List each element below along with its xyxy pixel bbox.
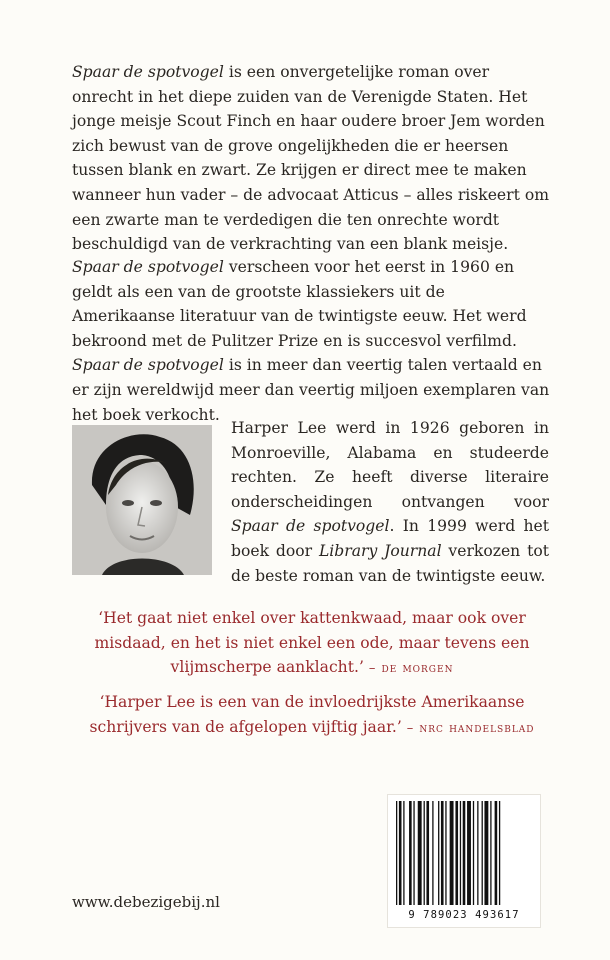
blurb-paragraph-2 — [72, 255, 552, 427]
author-photo — [72, 425, 212, 575]
barcode-bar — [499, 801, 500, 905]
barcode-bar — [438, 801, 439, 905]
review-quote — [72, 606, 552, 682]
barcode-bar — [424, 801, 425, 905]
blurb-text: is in meer dan veertig talen vertaald en er zijn wereldwijd meer dan veertig miljoen exemplaren van het boek verkocht. — [72, 356, 550, 424]
barcode-bar — [495, 801, 498, 905]
blurb-paragraph-1 — [72, 60, 552, 257]
book-title: Spaar de spotvogel — [231, 517, 390, 536]
blurb-text: verscheen voor het eerst in 1960 en geldt als een van de grootste klassiekers uit de Amerikaanse literatuur van de twintigste eeuw. Het werd bekroond met de Pulitzer Prize en is succesvol verfilmd. — [72, 258, 527, 350]
barcode-bar — [409, 801, 412, 905]
barcode-bar — [441, 801, 444, 905]
barcode-bar — [463, 801, 466, 905]
book-title: Spaar de spotvogel — [72, 63, 224, 81]
blurb-text: is een onvergetelijke roman over onrecht in het diepe zuiden van de Verenigde Staten. Het jonge meisje Scout Finch en haar oudere broer Jem worden zich bewust van de grove ongelijkheden die er heersen tussen blank en zwart. Ze krijgen er direct mee te maken wanneer hun vader – de advocaat Atticus – alles riskeert om een zwarte man te verdedigen die ten onrechte wordt beschuldigd van de verkrachting van een blank meisje. — [72, 63, 550, 254]
barcode-bar — [399, 801, 402, 905]
barcode-bar — [460, 801, 461, 905]
barcode-bar — [484, 801, 488, 905]
barcode-bar — [413, 801, 414, 905]
book-title: Spaar de spotvogel — [72, 258, 224, 276]
barcode-bar — [455, 801, 458, 905]
book-title: Spaar de spotvogel — [72, 356, 224, 375]
isbn-number: 9 789023 493617 — [408, 909, 520, 921]
barcode-bar — [432, 801, 433, 905]
quote-text: ‘Het gaat niet enkel over kattenkwaad, maar ook over misdaad, en het is niet enkel een ode, maar tevens een vlijmscherpe aanklacht.’ — [94, 609, 530, 677]
quote-text: ‘Harper Lee is een van de invloedrijkste Amerikaanse schrijvers van de afgelopen vijftig jaar.’ — [89, 693, 525, 736]
barcode-bar — [418, 801, 422, 905]
review-quote — [72, 690, 552, 741]
author-bio: Harper Lee werd in 1926 geboren in Monroeville, Alabama en studeerde rechten. Ze heeft diverse literaire onderscheidingen ontvangen voor Spaar de spotvogel. In 1999 werd het boek door Library Journal verkozen tot de beste roman van de twintigste eeuw. — [231, 419, 549, 585]
barcode-bar — [490, 801, 491, 905]
barcode-bar — [396, 801, 397, 905]
barcode-bar — [473, 801, 474, 905]
quote-source: – nrc handelsblad — [406, 720, 535, 736]
journal-title: Library Journal — [318, 541, 442, 560]
barcode-bar — [403, 801, 404, 905]
barcode-bars — [396, 801, 532, 905]
barcode-bar — [450, 801, 454, 905]
barcode-bar — [467, 801, 471, 905]
barcode-bar — [482, 801, 483, 905]
barcode-bar — [445, 801, 446, 905]
barcode-bar — [426, 801, 429, 905]
quote-source: – de morgen — [368, 661, 454, 677]
barcode-bar — [477, 801, 478, 905]
barcode — [387, 794, 541, 928]
publisher-url[interactable]: www.debezigebij.nl — [72, 893, 220, 911]
